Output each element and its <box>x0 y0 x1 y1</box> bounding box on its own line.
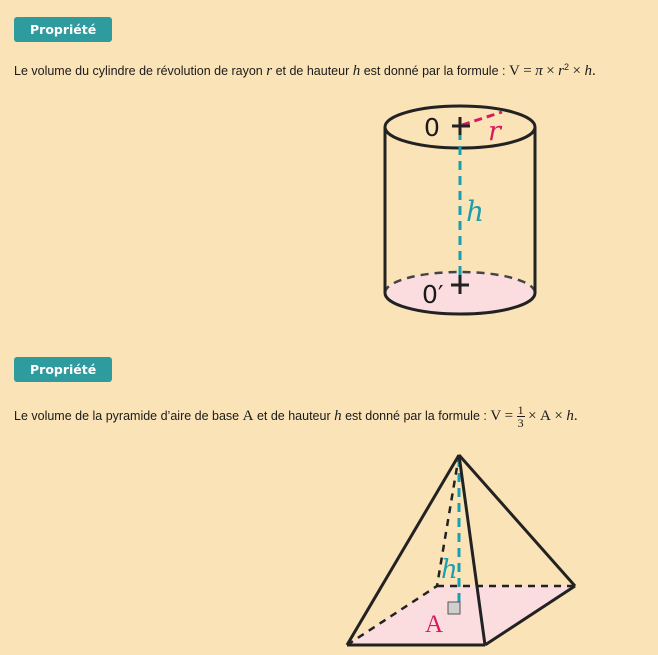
formula-exponent: 2 <box>564 62 570 72</box>
property-badge: Propriété <box>14 357 112 382</box>
formula-fraction <box>517 404 525 429</box>
formula-end: . <box>573 407 578 424</box>
right-angle-marker <box>448 602 460 614</box>
fraction-denominator: 3 <box>517 416 524 430</box>
formula-times: × <box>546 63 555 80</box>
pyramid-edge <box>459 455 575 586</box>
pyramid-figure <box>0 430 658 655</box>
formula-times: × <box>554 407 563 424</box>
formula-A: A <box>540 407 551 424</box>
formula-pi: π <box>535 63 543 80</box>
text-part: et de hauteur <box>275 64 350 79</box>
formula-lhs: V = <box>490 407 514 424</box>
formula-h: h <box>566 407 574 424</box>
formula-times: × <box>572 63 581 80</box>
formula-end: . <box>591 63 596 80</box>
var-h: h <box>352 63 361 80</box>
top-center-label: 0 <box>424 113 440 142</box>
pyramid-base <box>347 586 575 645</box>
text-part: et de hauteur <box>256 408 331 423</box>
text-part: est donné par la formule : <box>345 408 487 423</box>
text-part: est donné par la formule : <box>363 64 506 79</box>
fraction-numerator: 1 <box>517 403 524 417</box>
pyramid-volume-text <box>14 404 578 429</box>
text-part: Le volume de la pyramide d’aire de base <box>14 408 240 423</box>
formula-lhs: V = <box>508 63 532 80</box>
property-badge: Propriété <box>14 17 112 42</box>
text-part: Le volume du cylindre de révolution de rayon <box>14 64 263 79</box>
top-center-cross <box>452 117 470 135</box>
radius-label: r <box>488 116 501 147</box>
pyramid-base-label: A <box>425 611 444 638</box>
var-r: r <box>266 63 273 80</box>
pyramid-height-label: h <box>441 555 458 585</box>
formula-times: × <box>528 407 537 424</box>
bottom-center-label: 0′ <box>422 280 444 309</box>
formula-h: h <box>584 63 592 80</box>
height-label: h <box>466 195 485 228</box>
formula-r: r <box>558 63 565 80</box>
var-A: A <box>242 407 254 424</box>
var-h: h <box>334 407 342 424</box>
